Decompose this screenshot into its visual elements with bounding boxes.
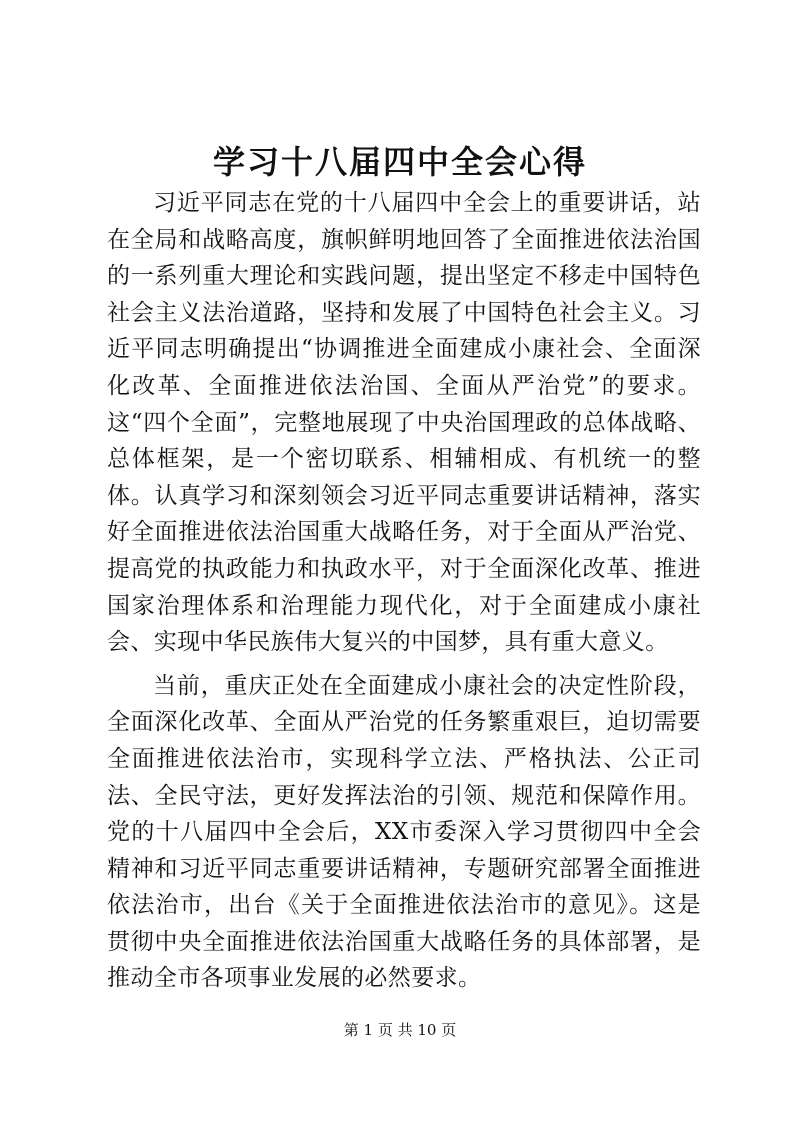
paragraph-2: 当前，重庆正处在全面建成小康社会的决定性阶段，全面深化改革、全面从严治党的任务繁重艰巨，迫切需要全面推进依法治市，实现科学立法、严格执法、公正司法、全民守法，更好发挥法治的引领、规范和保障作用。党的十八届四中全会后，XX市委深入学习贯彻四中全会精神和习近平同志重要讲话精神，专题研究部署全面推进依法治市，出台《关于全面推进依法治市的意见》。这是贯彻中央全面推进依法治国重大战略任务的具体部署，是推动全市各项事业发展的必然要求。 xyxy=(107,672,701,992)
document-title: 学习十八届四中全会心得 xyxy=(212,143,587,181)
paragraph-1: 习近平同志在党的十八届四中全会上的重要讲话，站在全局和战略高度，旗帜鲜明地回答了全面推进依法治国的一系列重大理论和实践问题，提出坚定不移走中国特色社会主义法治道路，坚持和发展了中国特色社会主义。习近平同志明确提出“协调推进全面建成小康社会、全面深化改革、全面推进依法治国、全面从严治党”的要求。这“四个全面”，完整地展现了中央治国理政的总体战略、总体框架，是一个密切联系、相辅相成、有机统一的整体。认真学习和深刻领会习近平同志重要讲话精神，落实好全面推进依法治国重大战略任务，对于全面从严治党、提高党的执政能力和执政水平，对于全面深化改革、推进国家治理体系和治理能力现代化，对于全面建成小康社会、实现中华民族伟大复兴的中国梦，具有重大意义。 xyxy=(107,190,701,656)
page-footer xyxy=(0,1020,800,1040)
page-number-label: 第 1 页 共 10 页 xyxy=(343,1021,457,1039)
document-body xyxy=(107,185,701,1004)
